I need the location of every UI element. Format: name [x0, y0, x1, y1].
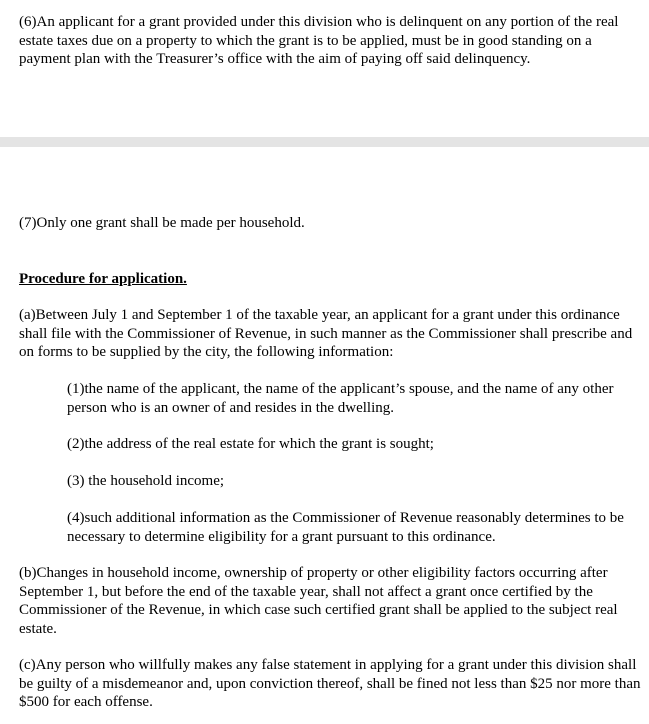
page-separator	[0, 137, 649, 147]
list-item-1: (1)the name of the applicant, the name of the applicant’s spouse, and the name of any other person who is an owner of and resides in the dwelling.	[67, 381, 614, 416]
document-page-1	[0, 0, 649, 137]
paragraph-7: (7)Only one grant shall be made per household.	[19, 215, 305, 231]
paragraph-b: (b)Changes in household income, ownership of property or other eligibility factors occurring after September 1, but before the end of the taxable year, shall not affect a grant once certified by the Commissioner of the Revenue, in which case such certified grant shall be applied to the subject real estate.	[19, 565, 618, 637]
section-heading: Procedure for application.	[19, 271, 187, 287]
list-item-3: (3) the household income;	[67, 473, 225, 489]
paragraph-a: (a)Between July 1 and September 1 of the taxable year, an applicant for a grant under this ordinance shall file with the Commissioner of Revenue, in such manner as the Commissioner shall prescribe and on forms to be supplied by the city, the following information:	[19, 307, 633, 360]
list-item-4: (4)such additional information as the Commissioner of Revenue reasonably determines to be necessary to determine eligibility for a grant pursuant to this ordinance.	[67, 510, 624, 545]
list-item-2: (2)the address of the real estate for which the grant is sought;	[67, 436, 434, 452]
paragraph-6: (6)An applicant for a grant provided under this division who is delinquent on any portion of the real estate taxes due on a property to which the grant is to be applied, must be in good standing on a payment plan with the Treasurer’s office with the aim of paying off said delinquency.	[19, 14, 619, 67]
document-page-2	[0, 147, 649, 724]
paragraph-c: (c)Any person who willfully makes any false statement in applying for a grant under this division shall be guilty of a misdemeanor and, upon conviction thereof, shall be fined not less than $25 nor more than $500 for each offense.	[19, 657, 641, 710]
